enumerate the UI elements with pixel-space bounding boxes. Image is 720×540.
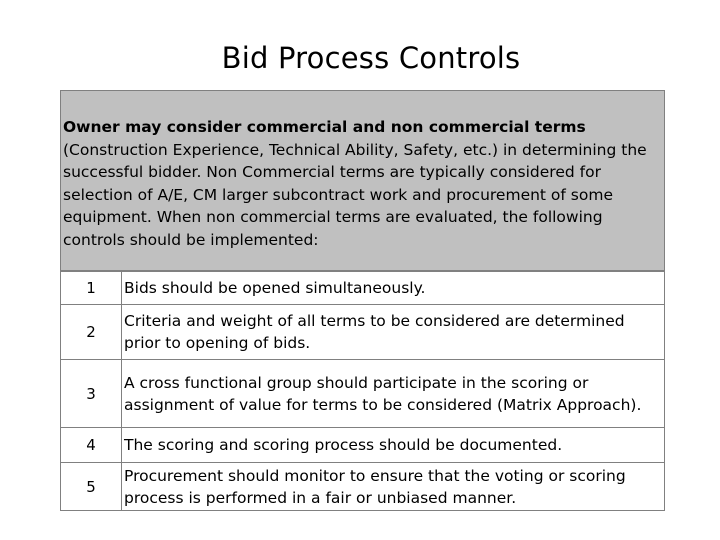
- control-number: 1: [61, 272, 122, 305]
- table-row: [61, 305, 665, 360]
- control-number: 4: [61, 428, 122, 463]
- table-row: [61, 428, 665, 463]
- control-text: Procurement should monitor to ensure that the voting or scoring process is performed in a fair or unbiased manner.: [122, 463, 665, 511]
- control-number: 5: [61, 463, 122, 511]
- table-row: [61, 272, 665, 305]
- controls-table: [60, 271, 665, 511]
- control-text: Bids should be opened simultaneously.: [122, 272, 665, 305]
- intro-box: [60, 90, 665, 271]
- control-text: Criteria and weight of all terms to be considered are determined prior to opening of bids.: [122, 305, 665, 360]
- intro-text: (Construction Experience, Technical Ability, Safety, etc.) in determining the successful bidder. Non Commercial terms are typically considered for selection of A/E, CM larger subcontract work and procurement of some equipment. When non commercial terms are evaluated, the following controls should be implemented:: [63, 140, 647, 249]
- control-number: 2: [61, 305, 122, 360]
- control-text: The scoring and scoring process should be documented.: [122, 428, 665, 463]
- control-text: A cross functional group should participate in the scoring or assignment of value for terms to be considered (Matrix Approach).: [122, 360, 665, 428]
- table-row: [61, 360, 665, 428]
- intro-bold-text: Owner may consider commercial and non commercial terms: [63, 118, 586, 136]
- page-title: Bid Process Controls: [221, 41, 521, 75]
- table-row: [61, 463, 665, 511]
- control-number: 3: [61, 360, 122, 428]
